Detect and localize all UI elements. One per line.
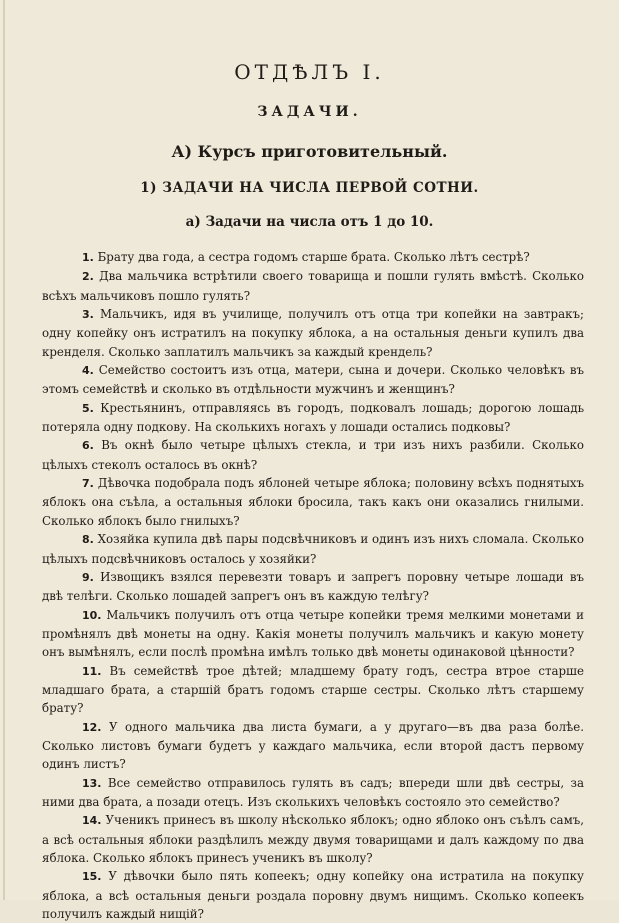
problem-number: 11. (82, 664, 102, 678)
problem-item (42, 811, 584, 867)
problem-number: 15. (82, 870, 102, 884)
problem-number: 6. (82, 439, 94, 453)
problem-item (42, 774, 584, 812)
problem-item (42, 474, 584, 530)
problem-text: У дѣвочки было пять копеекъ; одну копейку она истратила на покупку яблока, а всѣ остальныя деньги роздала поровну двумъ нищимъ. Сколько копеекъ получилъ каждый нищій? (42, 869, 584, 922)
problem-item (42, 606, 584, 662)
problem-text: Ученикъ принесъ въ школу нѣсколько яблокъ; одно яблоко онъ съѣлъ самъ, а всѣ остальныя яблоки раздѣлилъ между двумя товарищами и далъ каждому по два яблока. Сколько яблокъ принесъ ученикъ въ школу? (42, 813, 584, 865)
problem-text: Брату два года, а сестра годомъ старше брата. Сколько лѣтъ сестрѣ? (97, 250, 530, 264)
problem-item (42, 361, 584, 399)
problem-text: Дѣвочка подобрала подъ яблоней четыре яблока; половину всѣхъ поднятыхъ яблокъ она съѣла, а остальныя яблоки бросила, такъ какъ они оказались гнилыми. Сколько яблокъ было гнилыхъ? (42, 476, 585, 528)
problem-number: 14. (82, 814, 102, 828)
problem-item (42, 867, 584, 923)
problem-number: 2. (82, 270, 94, 284)
problem-number: 3. (82, 308, 94, 322)
problem-number: 5. (82, 401, 94, 415)
problem-item (42, 248, 584, 267)
problem-text: Въ окнѣ было четыре цѣлыхъ стекла, и три изъ нихъ разбили. Сколько цѣлыхъ стеколъ осталось въ окнѣ? (42, 438, 584, 472)
problem-text: У одного мальчика два листа бумаги, а у другаго—въ два раза болѣе. Сколько листовъ бумаги будетъ у каждаго мальчика, если второй дастъ первому одинъ листъ? (42, 719, 585, 772)
problem-text: Все семейство отправилось гулять въ садъ; впереди шли двѣ сестры, за ними два брата, а позади отецъ. Изъ сколькихъ человѣкъ состояло это семейство? (42, 775, 584, 809)
problem-number: 10. (82, 608, 102, 622)
heading: ЗАДАЧИ. (257, 104, 362, 120)
page-edge (3, 0, 5, 900)
section-title: ОТДѢЛЪ I. (234, 60, 385, 84)
subsubsection-heading: а) Задачи на числа отъ 1 до 10. (185, 214, 434, 230)
problem-number: 7. (82, 477, 94, 491)
problem-text: Хозяйка купила двѣ пары подсвѣчниковъ и одинъ изъ нихъ сломала. Сколько цѣлыхъ подсвѣчниковъ осталось у хозяйки? (42, 532, 585, 566)
problem-number: 13. (82, 776, 102, 790)
problem-text: Извощикъ взялся перевезти товаръ и запрегъ поровну четыре лошади въ двѣ телѣги. Сколько лошадей запрегъ онъ въ каждую телѣгу? (42, 569, 584, 604)
problem-item (42, 267, 584, 305)
problem-text: Крестьянинъ, отправляясь въ городъ, подковалъ лошадь; дорогою лошадь потеряла одну подкову. На сколькихъ ногахъ у лошади остались подковы? (42, 400, 585, 435)
problem-number: 9. (82, 570, 94, 584)
problem-item (42, 436, 584, 474)
problem-number: 4. (82, 364, 94, 378)
subsection-heading: 1) ЗАДАЧИ НА ЧИСЛА ПЕРВОЙ СОТНИ. (140, 180, 479, 196)
problem-item (42, 399, 584, 437)
problem-item (42, 568, 584, 606)
problem-item (42, 530, 584, 568)
problem-item (42, 305, 584, 361)
problem-number: 8. (82, 533, 94, 547)
problem-text: Въ семействѣ трое дѣтей; младшему брату годъ, сестра втрое старше младшаго брата, а старшій братъ годомъ старше сестры. Сколько лѣтъ старшему брату? (42, 663, 585, 716)
course-heading: А) Курсъ приготовительный. (171, 142, 448, 161)
problem-text: Семейство состоитъ изъ отца, матери, сына и дочери. Сколько человѣкъ въ этомъ семействѣ и сколько въ отдѣльности мужчинъ и женщинъ? (42, 363, 584, 397)
problem-text: Два мальчика встрѣтили своего товарища и пошли гулять вмѣстѣ. Сколько всѣхъ мальчиковъ пошло гулять? (42, 269, 584, 303)
problem-item (42, 718, 584, 774)
problem-text: Мальчикъ получилъ отъ отца четыре копейки тремя мелкими монетами и промѣнялъ двѣ монеты на одну. Какія монеты получилъ мальчикъ и какую монету онъ вымѣнялъ, если послѣ промѣна имѣлъ только двѣ монеты одинаковой цѣнности? (42, 607, 584, 660)
problem-text: Мальчикъ, идя въ училище, получилъ отъ отца три копейки на завтракъ; одну копейку онъ истратилъ на покупку яблока, а на остальныя деньги купилъ два кренделя. Сколько заплатилъ мальчикъ за каждый крендель? (42, 307, 584, 359)
problem-number: 12. (82, 720, 102, 734)
problem-number: 1. (82, 251, 94, 264)
problem-item (42, 662, 584, 718)
problem-list (42, 248, 584, 923)
